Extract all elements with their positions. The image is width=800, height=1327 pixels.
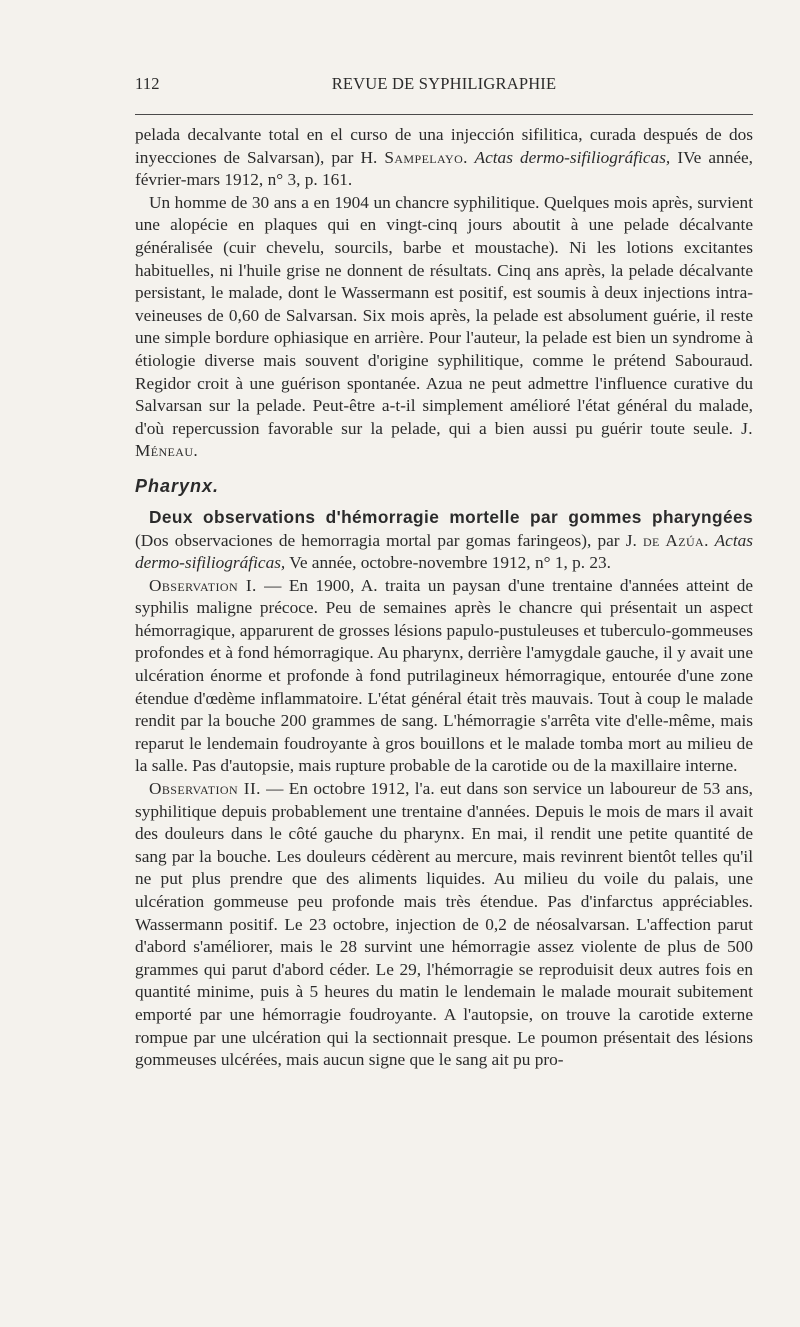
continuation-citation: IVe année, février-mars 1912, n° 3, p. 161. [135,147,753,190]
summary-text: Un homme de 30 ans a en 1904 un chancre syphilitique. Quelques mois après, survient une alopécie en plaques qui en vingt-cinq jours aboutit à une pelade décalvante généralisée (cuir chevelu, sourcils, barbe et moustache). Ni les lotions excitantes habituelles, ni l'huile grise ne donnent de résultats. Cinq ans après, la pelade décalvante persistant, le malade, dont le Wassermann est positif, est soumis à deux injections intra-veineuses de 0,60 de Salvarsan. Six mois après, la pelade est absolument guérie, il reste une simple bordure ophiasique en arrière. Pour l'auteur, la pelade est bien un syndrome à étiologie diverse mais souvent d'origine syphilitique, comme le prétend Sabouraud. Regidor croit à une guérison spontanée. Azua ne peut admettre l'influence curative du Salvarsan sur la pelade. Peut-être a-t-il simplement amélioré l'état général du malade, d'où repercussion favorable sur la pelade, qui a bien aussi pu guérir toute seule. [135,192,753,438]
observation-1-text: — En 1900, A. traita un paysan d'une trentaine d'années atteint de syphilis maligne précoce. Peu de semaines après le chancre qui présentait un aspect hémorragique, apparurent de grosses lésions papulo-pustuleuses et tuberculo-gommeuses profondes et à fond hémorragique. Au pharynx, derrière l'amygdale gauche, il y avait une ulcération énorme et profonde à fond putrilagineux hémorragique, entourée d'une zone étendue d'œdème inflammatoire. L'état général était très mauvais. Tout à coup le malade rendit par la bouche 200 grammes de sang. L'hémorragie s'arrêta vite d'elle-même, mais reparut le lendemain foudroyante à gros bouillons et le malade tomba mort au milieu de la salle. Pas d'autopsie, mais rupture probable de la carotide ou de la maxillaire interne. [135,575,754,776]
header-rule [135,114,753,115]
continuation-separator: . [463,147,475,167]
continuation-journal: Actas dermo-sifiliográficas, [474,147,671,167]
page-header [135,74,753,100]
section-heading: Pharynx. [135,475,220,496]
article-paragraph [135,506,753,575]
continuation-paragraph [135,124,753,192]
article-subtitle: (Dos observaciones de hemorragia mortal par gomas faringeos), par J. [135,530,643,550]
running-title: REVUE DE SYPHILIGRAPHIE [331,74,557,93]
reviewer-signature: J. Méneau. [135,418,753,461]
continuation-text: pelada decalvante total en el curso de una injección sifilitica, curada después de dos inyecciones de Salvarsan), par H. [135,125,753,167]
observation-1-label: Observation I. [149,575,257,595]
summary-paragraph [135,192,753,463]
article-title: Deux observations d'hémorragie mortelle par gommes pharyngées [149,506,753,527]
observation-2-text: — En octobre 1912, l'a. eut dans son service un laboureur de 53 ans, syphilitique depuis probablement une trentaine d'années. Depuis le mois de mars il avait des douleurs dans le côté gauche du pharynx. En mai, il rendit une petite quantité de sang par la bouche. Les douleurs cédèrent au mercure, mais revinrent bientôt telles qu'il ne put plus prendre que des aliments liquides. Au milieu du voile du palais, une ulcération gommeuse peu profonde mais très étendue. Pas d'infarctus appréciables. Wassermann positif. Le 23 octobre, injection de 0,2 de néosalvarsan. L'affection parut d'abord s'améliorer, mais le 28 survint une hémorragie assez violente de plus de 500 grammes qui parut d'abord céder. Le 29, l'hémorragie se reproduisit deux autres fois en quantité minime, puis à 5 heures du matin le lendemain le malade mourait subitement emporté par une hémorragie foudroyante. A l'autopsie, on trouve la carotide externe rompue par une ulcération qui la sectionnait presque. Le poumon présentait des lésions gommeuses ulcérées, mais aucun signe que le sang ait pu pro- [135,779,753,1070]
page-number: 112 [135,74,160,93]
article-author: de Azúa [642,530,705,550]
article-separator: . [704,530,715,550]
article-citation: Ve année, octobre-novembre 1912, n° 1, p. 23. [285,553,611,573]
page-body [135,124,753,1072]
continuation-author: Sampelayo [384,147,464,167]
observation-1-paragraph [135,575,753,778]
observation-2-paragraph [135,778,753,1072]
article-journal: Actas dermo-sifiliográficas, [135,530,753,573]
observation-2-label: Observation II. [149,779,261,799]
